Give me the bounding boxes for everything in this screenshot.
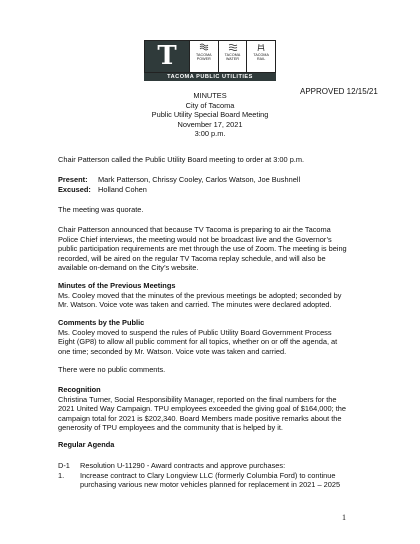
agenda-subitem-number: 1. bbox=[58, 470, 65, 480]
bolt-icon bbox=[199, 43, 209, 52]
present-label: Present: bbox=[58, 175, 88, 184]
agenda-item-number: D-1 bbox=[58, 461, 70, 470]
water-icon bbox=[228, 43, 238, 52]
section-line: Ms. Cooley moved to suspend the rules of Public Utility Board Government Process bbox=[58, 327, 332, 337]
logo-bar-text: TACOMA PUBLIC UTILITIES bbox=[144, 73, 276, 81]
logo-division-water bbox=[218, 41, 247, 72]
logo-division-rail bbox=[246, 41, 275, 72]
header-date: November 17, 2021 bbox=[177, 119, 243, 129]
approved-stamp: APPROVED 12/15/21 bbox=[300, 87, 378, 96]
logo-division-line1: TACOMA bbox=[253, 53, 270, 57]
logo-division-line1: TACOMA bbox=[224, 53, 241, 57]
section-heading: Minutes of the Previous Meetings bbox=[58, 281, 176, 290]
announcement-line: available on-demand on the City’s website. bbox=[58, 263, 199, 273]
agenda-item-d1 bbox=[58, 461, 368, 490]
section-line: one time; seconded by Mr. Watson. Voice vote was taken and carried. bbox=[58, 346, 287, 356]
section-line: Ms. Cooley moved that the minutes of the previous meetings be adopted; seconded by bbox=[58, 290, 342, 300]
minutes-header bbox=[0, 91, 420, 139]
logo-division-line2: POWER bbox=[196, 57, 211, 61]
section-heading: Recognition bbox=[58, 385, 101, 394]
quorate-statement: The meeting was quorate. bbox=[58, 205, 144, 214]
excused-value: Holland Cohen bbox=[98, 184, 147, 194]
attendance bbox=[58, 175, 368, 194]
announcement-line: Chair Patterson announced that because TV Tacoma is preparing to air the Tacoma bbox=[58, 225, 331, 234]
section-line: generosity of TPU employees and the community that is helped by it. bbox=[58, 423, 283, 433]
logo-division-line1: TACOMA bbox=[195, 53, 212, 57]
agenda-item-text: Resolution U-11290 - Award contracts and approve purchases: bbox=[80, 461, 286, 470]
tacoma-public-utilities-logo bbox=[144, 40, 276, 73]
header-title: MINUTES bbox=[193, 91, 227, 100]
regular-agenda-heading bbox=[58, 440, 368, 450]
announcement-line: public participation requirements are met through the use of Zoom. The meeting is being bbox=[58, 244, 347, 254]
announcement-line: Police Chief interviews, the meeting would not be broadcast live and the Governor’s bbox=[58, 234, 332, 244]
recognition-section bbox=[58, 385, 368, 433]
header-time: 3:00 p.m. bbox=[194, 129, 226, 139]
logo-division-line2: WATER bbox=[225, 57, 240, 61]
agenda-subitem-line: purchasing various new motor vehicles planned for replacement in 2021 – 2025 bbox=[80, 480, 341, 490]
logo-division-power bbox=[189, 41, 218, 72]
header-meeting: Public Utility Special Board Meeting bbox=[151, 110, 269, 120]
no-public-comments: There were no public comments. bbox=[58, 365, 166, 374]
logo-letter: T bbox=[145, 41, 189, 72]
rail-icon bbox=[256, 43, 266, 52]
section-line: 2021 United Way Campaign. TPU employees exceeded the giving goal of $164,000; the bbox=[58, 404, 347, 414]
logo-division-line2: RAIL bbox=[256, 57, 266, 61]
comments-section bbox=[58, 318, 368, 356]
excused-label: Excused: bbox=[58, 184, 91, 194]
present-value: Mark Patterson, Chrissy Cooley, Carlos Watson, Joe Bushnell bbox=[98, 175, 301, 184]
announcement-line: recorded, will be aired on the regular TV Tacoma replay schedule, and will also be bbox=[58, 253, 326, 263]
section-line: Christina Turner, Social Responsibility Manager, reported on the final numbers for the bbox=[58, 394, 337, 404]
minutes-section bbox=[58, 281, 368, 310]
call-to-order: Chair Patterson called the Public Utility Board meeting to order at 3:00 p.m. bbox=[58, 155, 305, 164]
section-line: Mr. Watson. Voice vote was taken and carried. The minutes were declared adopted. bbox=[58, 300, 332, 310]
section-line: Eight (GP8) to allow all public comment for all topics, whether on or off the agenda, at bbox=[58, 337, 338, 347]
header-city: City of Tacoma bbox=[185, 100, 235, 110]
page-number: 1 bbox=[342, 513, 346, 522]
announcement-paragraph bbox=[58, 225, 368, 273]
section-line: campaign total for 2021 is $202,340. Board Members made positive remarks about the bbox=[58, 413, 342, 423]
agenda-subitem-line: Increase contract to Clary Longview LLC (formerly Columbia Ford) to continue bbox=[80, 470, 336, 480]
section-heading: Regular Agenda bbox=[58, 440, 115, 449]
section-heading: Comments by the Public bbox=[58, 318, 145, 327]
